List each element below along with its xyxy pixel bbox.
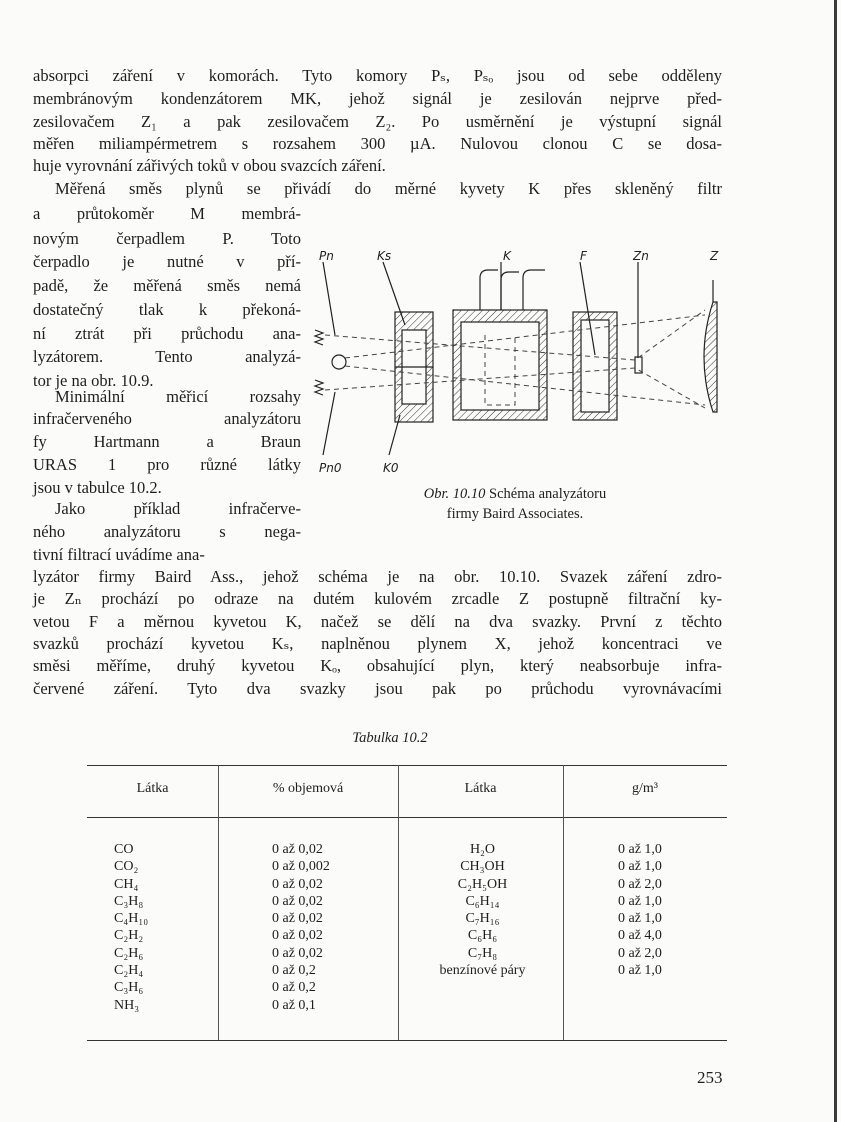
page-edge [834, 0, 837, 1122]
text-line: URAS 1 pro různé látky [33, 455, 301, 474]
label-ks: Ks [377, 249, 392, 263]
text-line: vetou F a měrnou kyvetou K, načež se dělí na dva svazky. První z těchto [33, 612, 722, 631]
table-cell: 0 až 0,2 [272, 980, 316, 996]
text-line: Minimální měřicí rozsahy [55, 387, 301, 406]
text-line: lyzátorem. Tento analyzá- [33, 347, 301, 366]
column-g-per-m3 [618, 841, 662, 979]
table-cell: C₃H₆ [114, 980, 144, 996]
text-line: čerpadlo je nutné v pří- [33, 252, 301, 271]
text-line: jsou v tabulce 10.2. [33, 478, 162, 497]
table-cell: 0 až 1,0 [618, 911, 662, 927]
text-line: tor je na obr. 10.9. [33, 371, 154, 390]
label-pn0: Pn0 [319, 461, 342, 475]
column-substance [114, 841, 148, 1014]
label-k0: K0 [383, 461, 399, 475]
table-cell: CO [114, 842, 134, 857]
table-cell: 0 až 0,2 [272, 963, 316, 979]
table-rule-bottom [87, 1040, 727, 1041]
text-line: Měřená směs plynů se přivádí do měrné kyvety K přes skleněný filtr [55, 179, 722, 198]
label-f: F [580, 249, 587, 263]
label-z: Z [710, 249, 719, 263]
table-cell: 0 až 1,0 [618, 893, 662, 909]
table-cell: 0 až 0,02 [272, 928, 323, 944]
column-substance-2 [400, 841, 565, 979]
table-cell: 0 až 0,02 [272, 911, 323, 927]
table-cell: 0 až 1,0 [618, 963, 662, 979]
text-line: membránovým kondenzátorem MK, jehož signál je zesilován nejprve před- [33, 89, 722, 108]
table-cell: 0 až 4,0 [618, 928, 662, 944]
text-line: měřen miliampérmetrem s rozsahem 300 µA. Nulovou clonou C se dosa- [33, 134, 722, 153]
text-line: lyzátor firmy Baird Ass., jehož schéma je na obr. 10.10. Svazek záření zdro- [33, 567, 722, 586]
caption-text: Schéma analyzátoru [489, 486, 607, 502]
table-cell: CH₃OH [460, 859, 505, 875]
table-cell: 0 až 0,02 [272, 945, 323, 961]
text-line: infračerveného analyzátoru [33, 409, 301, 428]
table-cell: C₂H₅OH [457, 876, 508, 892]
table-cell: C₇H₈ [467, 945, 498, 961]
table-cell: C₂H₆ [114, 945, 144, 961]
page-number: 253 [697, 1068, 723, 1087]
text-line: je Zₙ prochází po odraze na dutém kulovém zrcadle Z postupně filtrační ky- [33, 589, 722, 608]
column-divider [218, 765, 219, 1040]
text-line: ného analyzátoru s nega- [33, 522, 301, 541]
table-rule-top [87, 765, 727, 766]
figure-caption [330, 486, 700, 503]
text-line: směsi měříme, druhý kyvetou Kₒ, obsahující plyn, který neabsorbuje infra- [33, 656, 722, 675]
text-line: fy Hartmann a Braun [33, 432, 301, 451]
table-title: Tabulka 10.2 [352, 730, 428, 746]
table-cell: 0 až 0,02 [272, 893, 323, 909]
table-cell: C₆H₁₄ [465, 893, 500, 909]
label-pn: Pn [319, 249, 334, 263]
text-line: tivní filtrací uvádíme ana- [33, 545, 205, 564]
analyzer-schematic [305, 240, 735, 490]
column-divider [398, 765, 399, 1040]
text-line: padě, že měřená směs nemá [33, 276, 301, 295]
table-cell: C₂H₄ [114, 963, 144, 979]
figure-caption-line2: firmy Baird Associates. [446, 506, 584, 522]
table-cell: 0 až 0,02 [272, 842, 323, 857]
table-cell: 0 až 2,0 [618, 945, 662, 961]
text-line: Jako příklad infračerve- [55, 499, 301, 518]
header-substance: Látka [136, 781, 169, 796]
table-cell: 0 až 1,0 [618, 842, 662, 857]
table-cell: C₃H₈ [114, 893, 144, 909]
text-line: svazků prochází kyvetou Kₛ, naplněnou plynem X, jehož koncentraci ve [33, 634, 722, 653]
table-cell: CO₂ [114, 859, 139, 875]
label-zn: Zn [633, 249, 649, 263]
text-line: a průtokoměr M membrá- [33, 204, 301, 223]
table-cell: 0 až 0,002 [272, 859, 330, 875]
label-k: K [503, 249, 511, 263]
text-line: novým čerpadlem P. Toto [33, 229, 301, 248]
text-line: dostatečný tlak k překoná- [33, 300, 301, 319]
header-substance-2: Látka [464, 781, 497, 796]
text-line: zesilovačem Z₁ a pak zesilovačem Z₂. Po usměrnění je výstupní signál [33, 112, 722, 131]
table-cell: benzínové páry [439, 963, 526, 979]
table-cell: 0 až 1,0 [618, 859, 662, 875]
caption-number: Obr. 10.10 [423, 486, 486, 502]
table-cell: CH₄ [114, 876, 139, 892]
text-line: huje vyrovnání zářivých toků v obou svazcích záření. [33, 156, 386, 175]
header-volume-percent: % objemová [272, 781, 344, 796]
table-cell: 0 až 2,0 [618, 876, 662, 892]
text-line: ní ztrát při průchodu ana- [33, 324, 301, 343]
table-cell: C₂H₂ [114, 928, 144, 944]
column-volume-percent [272, 841, 330, 1014]
table-cell: C₇H₁₆ [465, 911, 500, 927]
table-cell: 0 až 0,1 [272, 997, 316, 1013]
table-cell: NH₃ [114, 997, 140, 1013]
header-g-per-m3: g/m³ [632, 781, 658, 796]
text-line: absorpci záření v komorách. Tyto komory Pₛ, Pₛₒ jsou od sebe odděleny [33, 66, 722, 85]
table-cell: C₆H₆ [467, 928, 498, 944]
table-cell: C₄H₁₀ [114, 911, 149, 927]
table-rule-header [87, 817, 727, 818]
table-cell: 0 až 0,02 [272, 876, 323, 892]
table-cell: H₂O [469, 842, 496, 857]
text-line: červené záření. Tyto dva svazky jsou pak po průchodu vyrovnávacími [33, 679, 722, 698]
